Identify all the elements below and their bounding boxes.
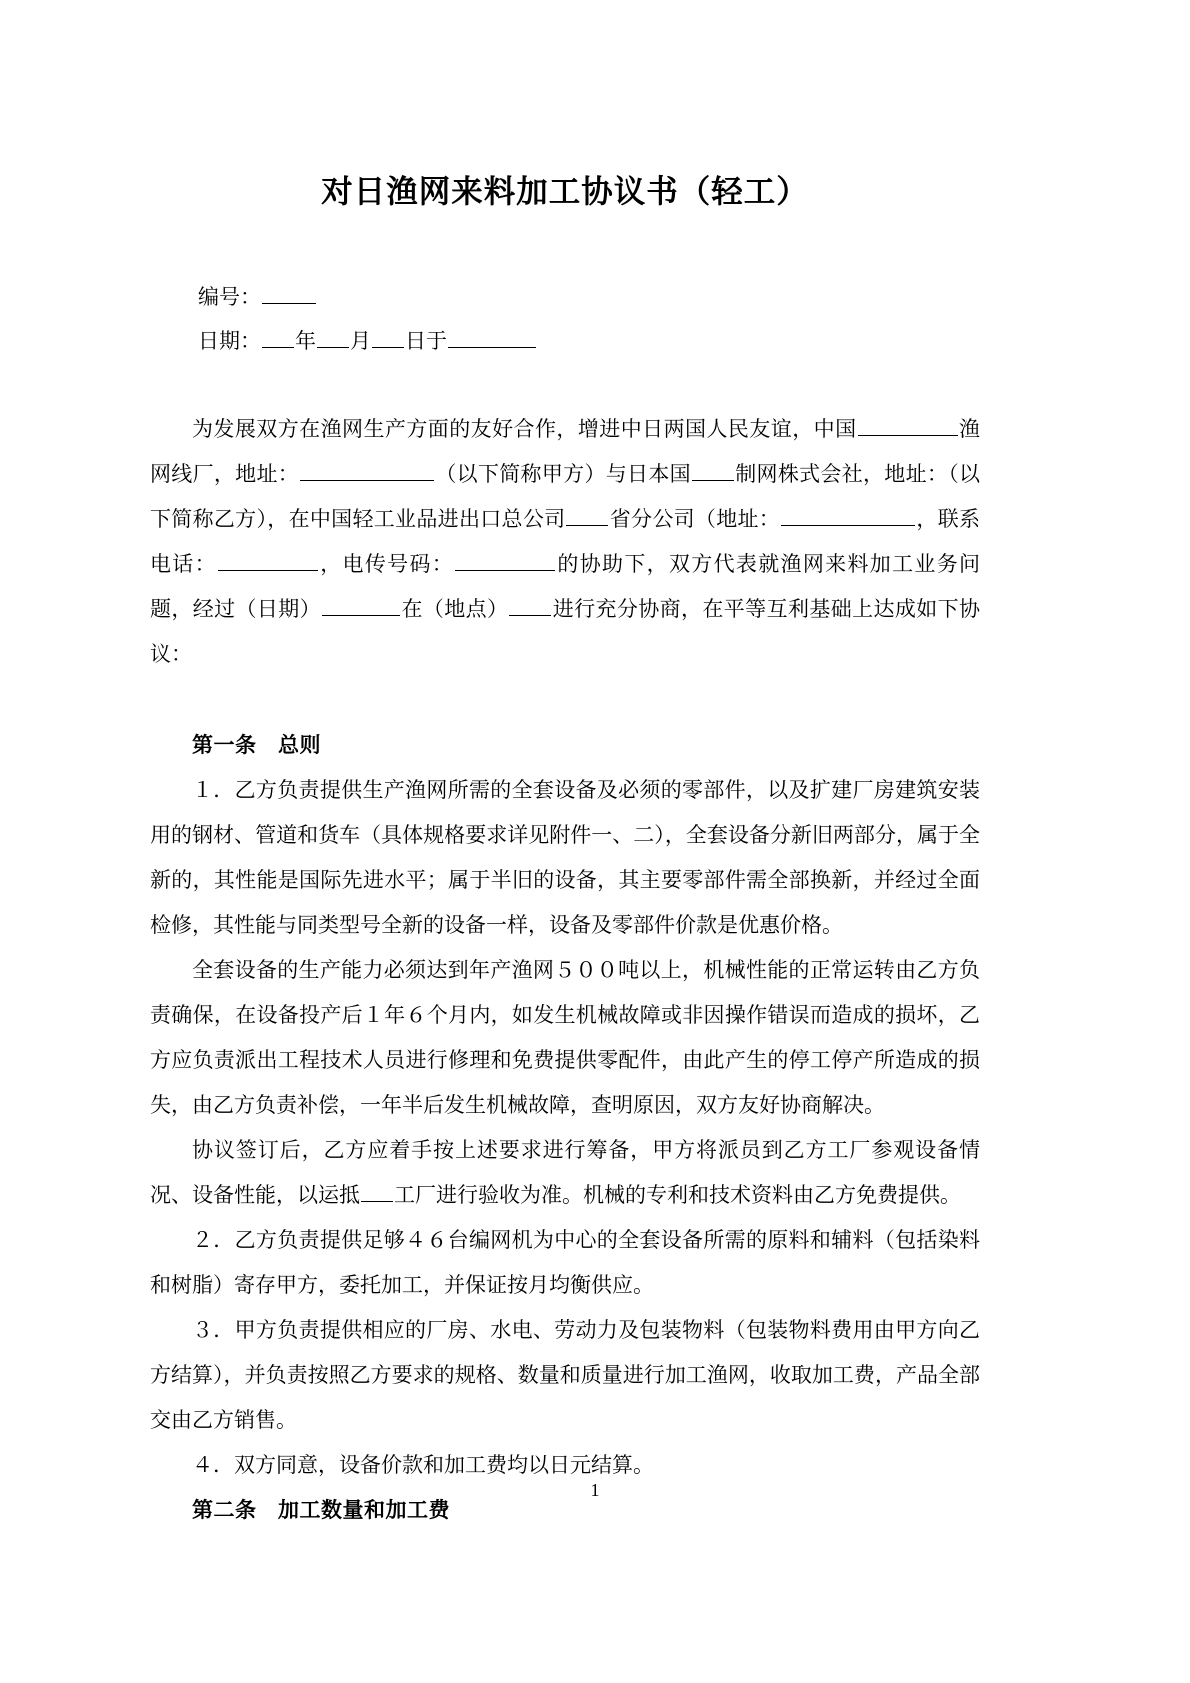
date-place-blank[interactable] [448,326,536,348]
intro-text-b: 渔网线厂，地址： [150,416,980,486]
serial-number-blank[interactable] [262,282,316,304]
section-one-item-1: １．乙方负责提供生产渔网所需的全套设备及必须的零部件，以及扩建厂房建筑安装用的钢材、管道和货车（具体规格要求详见附件一、二），全套设备分新旧两部分，属于全新的，其性能是国际先进水平；属于半旧的设备，其主要零部件需全部换新，并经过全面检修，其性能与同类型号全新的设备一样，设备及零部件价款是优惠价格。 [150,777,980,937]
date-day-unit: 日于 [405,328,447,353]
section-heading-one: 第一条 总则 [192,732,321,757]
date-month-blank[interactable] [317,326,349,348]
date-year-unit: 年 [295,328,316,353]
intro-text-e: 省分公司（地址： [609,506,781,531]
intro-text-c: （以下简称甲方）与日本国 [435,461,691,486]
intro-blank-date[interactable] [322,594,400,616]
intro-text-j: 进行充分协商，在平等互利基础上达成如下协议： [150,596,981,666]
intro-text-d: 制网株式会社，地址：（以下简称乙方），在中国轻工业品进出口总公司 [150,461,980,531]
document-meta-block [150,275,980,363]
intro-text-i: 在（地点） [401,596,509,621]
intro-blank-place[interactable] [509,594,551,616]
section-one-item-1-paragraph-3 [150,1128,980,1218]
intro-text-a: 为发展双方在渔网生产方面的友好合作，增进中日两国人民友谊，中国 [192,416,857,441]
intro-text-f: ，联系电话： [150,506,980,576]
section-one-item-2: ２．乙方负责提供足够４６台编网机为中心的全套设备所需的原料和辅料（包括染料和树脂）寄存甲方，委托加工，并保证按月均衡供应。 [150,1227,980,1297]
section-one-item-3: ３．甲方负责提供相应的厂房、水电、劳动力及包装物料（包装物料费用由甲方向乙方结算），并负责按照乙方要求的规格、数量和质量进行加工渔网，收取加工费，产品全部交由乙方销售。 [150,1317,980,1432]
serial-number-line [198,275,980,319]
intro-blank-factory[interactable] [858,414,958,436]
date-line [198,319,980,363]
section-one-item-1-paragraph-2: 全套设备的生产能力必须达到年产渔网５００吨以上，机械性能的正常运转由乙方负责确保，在设备投产后１年６个月内，如发生机械故障或非因操作错误而造成的损坏，乙方应负责派出工程技术人员进行修理和免费提供零配件，由此产生的停工停产所造成的损失，由乙方负责补偿，一年半后发生机械故障，查明原因，双方友好协商解决。 [150,957,980,1117]
intro-blank-telex[interactable] [455,549,555,571]
item-1-p3-text-a: 协议签订后，乙方应着手按上述要求进行筹备，甲方将派员到乙方工厂参观设备情况、设备性能，以运抵 [150,1137,980,1207]
intro-text-h: 的协助下，双方代表就渔网来料加工业务问题，经过（日期） [150,551,981,621]
date-day-blank[interactable] [372,326,404,348]
intro-blank-phone[interactable] [218,549,318,571]
serial-number-label: 编号： [198,284,261,309]
section-heading-two: 第二条 加工数量和加工费 [192,1497,450,1522]
intro-blank-address-a[interactable] [300,459,434,481]
page-title: 对日渔网来料加工协议书（轻工） [321,174,809,209]
item-1-p3-blank-factory[interactable] [361,1180,393,1202]
section-one-item-4: ４．双方同意，设备价款和加工费均以日元结算。 [192,1452,654,1477]
intro-blank-address-b[interactable] [781,504,915,526]
date-month-unit: 月 [350,328,371,353]
intro-blank-province[interactable] [566,504,608,526]
intro-paragraph [150,407,980,677]
date-year-blank[interactable] [262,326,294,348]
page-number: 1 [590,1480,600,1500]
document-content [150,0,980,1533]
item-1-p3-text-b: 工厂进行验收为准。机械的专利和技术资料由乙方免费提供。 [394,1182,961,1207]
intro-text-g: ，电传号码： [318,551,455,576]
date-label: 日期： [198,328,261,353]
intro-blank-japan-company[interactable] [692,459,734,481]
